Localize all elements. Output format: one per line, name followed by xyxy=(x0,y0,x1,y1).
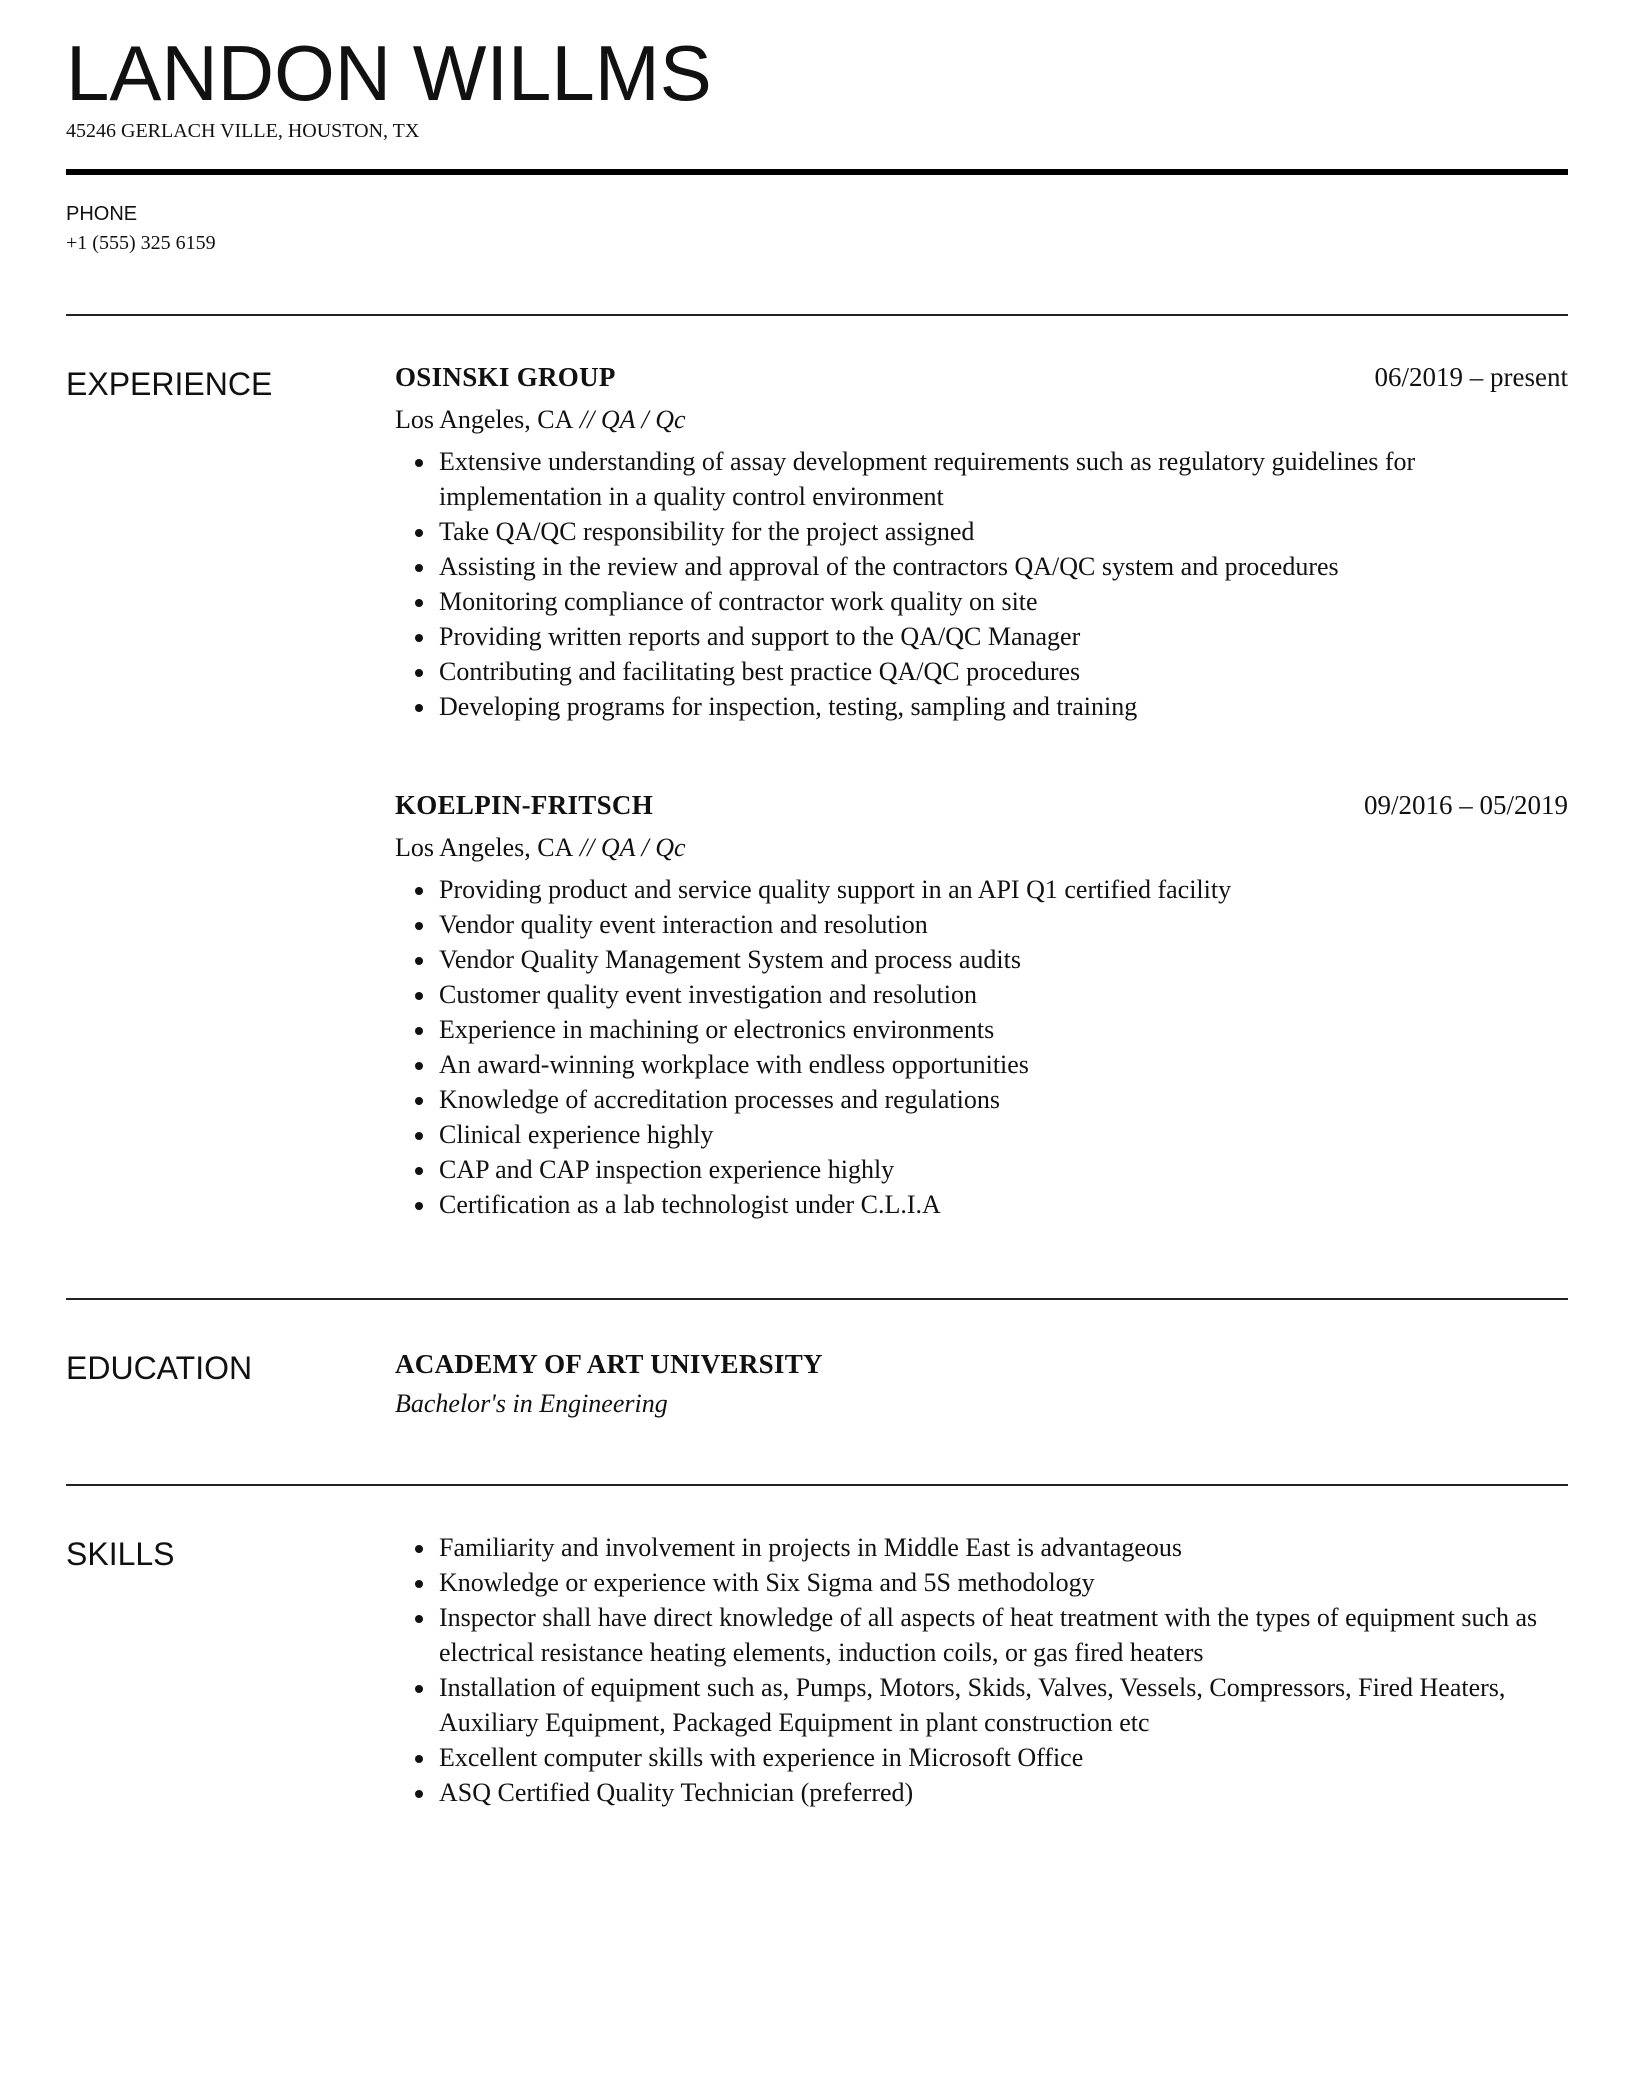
list-item: • An award-winning workplace with endless opportunities xyxy=(437,1047,1568,1082)
job-dates: 06/2019 – present xyxy=(1374,362,1568,392)
phone-value: +1 (555) 325 6159 xyxy=(66,232,216,254)
education-content xyxy=(395,1344,1568,1424)
list-item: • Excellent computer skills with experience in Microsoft Office xyxy=(437,1740,1568,1775)
contact-divider xyxy=(66,314,1568,316)
list-item: • Vendor quality event interaction and resolution xyxy=(437,907,1568,942)
list-item: • Vendor Quality Management System and process audits xyxy=(437,942,1568,977)
phone-label: PHONE xyxy=(66,203,138,225)
list-item: • Inspector shall have direct knowledge of all aspects of heat treatment with the types of equipment such as electrical resistance heating elements, induction coils, or gas fired heaters xyxy=(437,1600,1568,1670)
job-entry xyxy=(395,360,1568,724)
job-subline xyxy=(395,828,1568,868)
education-divider xyxy=(66,1484,1568,1486)
experience-content-2 xyxy=(395,788,1568,1222)
list-item: • Certification as a lab technologist under C.L.I.A xyxy=(437,1187,1568,1222)
skills-content xyxy=(395,1530,1568,1810)
job-role: QA / Qc xyxy=(600,833,686,862)
list-item: • Assisting in the review and approval of the contractors QA/QC system and procedures xyxy=(437,549,1568,584)
experience-content xyxy=(395,360,1568,724)
education-heading: EDUCATION xyxy=(66,1350,253,1386)
job-subline xyxy=(395,400,1568,440)
header-divider xyxy=(66,169,1568,175)
list-item: • Developing programs for inspection, testing, sampling and training xyxy=(437,689,1568,724)
job-header xyxy=(395,360,1568,400)
job-dates: 09/2016 – 05/2019 xyxy=(1363,790,1568,820)
job-bullets xyxy=(395,444,1568,724)
list-item: • ASQ Certified Quality Technician (preferred) xyxy=(437,1775,1568,1810)
list-item: • Providing written reports and support to the QA/QC Manager xyxy=(437,619,1568,654)
job-bullets xyxy=(395,872,1568,1222)
list-item: • Knowledge of accreditation processes and regulations xyxy=(437,1082,1568,1117)
list-item: • Customer quality event investigation and resolution xyxy=(437,977,1568,1012)
list-item: • Monitoring compliance of contractor work quality on site xyxy=(437,584,1568,619)
job-company: KOELPIN-FRITSCH xyxy=(395,790,654,820)
job-header xyxy=(395,788,1568,828)
experience-heading: EXPERIENCE xyxy=(66,366,273,402)
candidate-address: 45246 GERLACH VILLE, HOUSTON, TX xyxy=(66,120,420,142)
list-item: • Providing product and service quality support in an API Q1 certified facility xyxy=(437,872,1568,907)
candidate-name: LANDON WILLMS xyxy=(66,29,712,117)
list-item: • Contributing and facilitating best practice QA/QC procedures xyxy=(437,654,1568,689)
list-item: • Installation of equipment such as, Pumps, Motors, Skids, Valves, Vessels, Compressors, Fired Heaters, Auxiliary Equipment, Packaged Equipment in plant construction etc xyxy=(437,1670,1568,1740)
list-item: • Familiarity and involvement in projects in Middle East is advantageous xyxy=(437,1530,1568,1565)
job-separator: // xyxy=(573,833,601,862)
job-location: Los Angeles, CA xyxy=(395,405,574,434)
job-role: QA / Qc xyxy=(600,405,686,434)
list-item: • Extensive understanding of assay development requirements such as regulatory guidelines for implementation in a quality control environment xyxy=(437,444,1568,514)
experience-divider xyxy=(66,1298,1568,1300)
list-item: • Take QA/QC responsibility for the project assigned xyxy=(437,514,1568,549)
job-company: OSINSKI GROUP xyxy=(395,362,616,392)
job-location: Los Angeles, CA xyxy=(395,833,574,862)
skills-heading: SKILLS xyxy=(66,1536,175,1572)
degree: Bachelor's in Engineering xyxy=(395,1389,668,1418)
job-entry xyxy=(395,788,1568,1222)
list-item: • Clinical experience highly xyxy=(437,1117,1568,1152)
list-item: • CAP and CAP inspection experience highly xyxy=(437,1152,1568,1187)
list-item: • Knowledge or experience with Six Sigma and 5S methodology xyxy=(437,1565,1568,1600)
list-item: • Experience in machining or electronics environments xyxy=(437,1012,1568,1047)
skills-list xyxy=(395,1530,1568,1810)
school-name: ACADEMY OF ART UNIVERSITY xyxy=(395,1349,823,1379)
job-separator: // xyxy=(573,405,601,434)
